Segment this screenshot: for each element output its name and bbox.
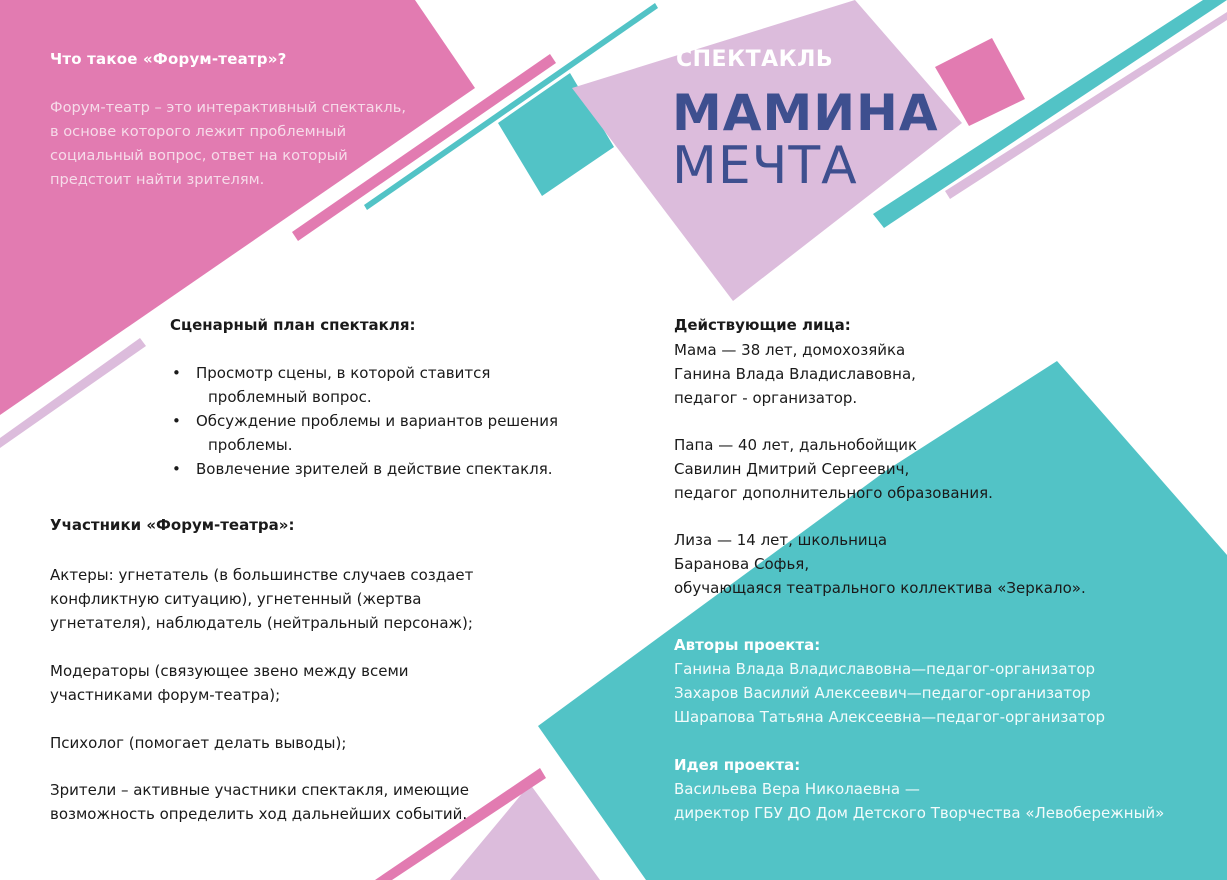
paragraph-line: Модераторы (связующее звено между всеми [50,662,409,680]
paragraph-line: педагог дополнительного образования. [674,484,993,502]
participants-psychologist [50,731,490,755]
idea-line: директор ГБУ ДО Дом Детского Творчества «Левобережный» [674,804,1165,822]
idea-line: Васильева Вера Николаевна — [674,780,920,798]
participants-actors [50,563,490,635]
paragraph-line: участниками форум-театра); [50,686,281,704]
author-line: Шарапова Татьяна Алексеевна—педагог-организатор [674,708,1106,726]
list-item [170,409,590,457]
scenario-list [170,361,590,481]
list-item-text: Просмотр сцены, в которой ставится [196,364,491,382]
author-line: Захаров Василий Алексеевич—педагог-организатор [674,684,1091,702]
paragraph-line: Лиза — 14 лет, школьница [674,531,888,549]
title-line-1: МАМИНА [672,84,939,142]
list-item [170,457,590,481]
paragraph-line: Савилин Дмитрий Сергеевич, [674,460,910,478]
paragraph-line: Зрители – активные участники спектакля, имеющие [50,781,470,799]
intro-line: Форум-театр – это интерактивный спектакль, [50,99,406,116]
authors-list [674,657,1214,729]
intro-line: в основе которого лежит проблемный [50,123,347,140]
intro-heading: Что такое «Форум-театр»? [50,50,287,68]
character-mama [674,338,1194,410]
list-item [170,361,590,409]
paragraph-line: возможность определить ход дальнейших событий. [50,805,468,823]
title-kicker: СПЕКТАКЛЬ [676,47,834,72]
character-liza [674,528,1194,600]
intro-line: предстоит найти зрителям. [50,171,265,188]
participants-heading: Участники «Форум-театра»: [50,516,295,534]
authors-heading: Авторы проекта: [674,636,821,654]
character-papa [674,433,1194,505]
paragraph-line: Актеры: угнетатель (в большинстве случаев создает [50,566,474,584]
paragraph-line: конфликтную ситуацию), угнетенный (жертва [50,590,422,608]
intro-line: социальный вопрос, ответ на который [50,147,348,164]
intro-text [50,96,430,192]
paragraph-line: угнетателя), наблюдатель (нейтральный персонаж); [50,614,473,632]
participants-audience [50,778,490,826]
paragraph-line: Мама — 38 лет, домохозяйка [674,341,906,359]
title-line-2: МЕЧТА [672,136,858,196]
paragraph-line: педагог - организатор. [674,389,858,407]
idea-heading: Идея проекта: [674,756,801,774]
list-item-text: Вовлечение зрителей в действие спектакля. [196,460,553,478]
paragraph-line: Баранова Софья, [674,555,810,573]
paragraph-line: Ганина Влада Владиславовна, [674,365,916,383]
scenario-heading: Сценарный план спектакля: [170,316,416,334]
list-item-continuation: проблемный вопрос. [208,388,372,406]
idea-text [674,777,1214,825]
paragraph-line: Психолог (помогает делать выводы); [50,734,347,752]
list-item-text: Обсуждение проблемы и вариантов решения [196,412,558,430]
author-line: Ганина Влада Владиславовна—педагог-организатор [674,660,1096,678]
paragraph-line: Папа — 40 лет, дальнобойщик [674,436,918,454]
list-item-continuation: проблемы. [208,436,293,454]
participants-moderators [50,659,490,707]
characters-heading: Действующие лица: [674,316,851,334]
paragraph-line: обучающаяся театрального коллектива «Зеркало». [674,579,1086,597]
